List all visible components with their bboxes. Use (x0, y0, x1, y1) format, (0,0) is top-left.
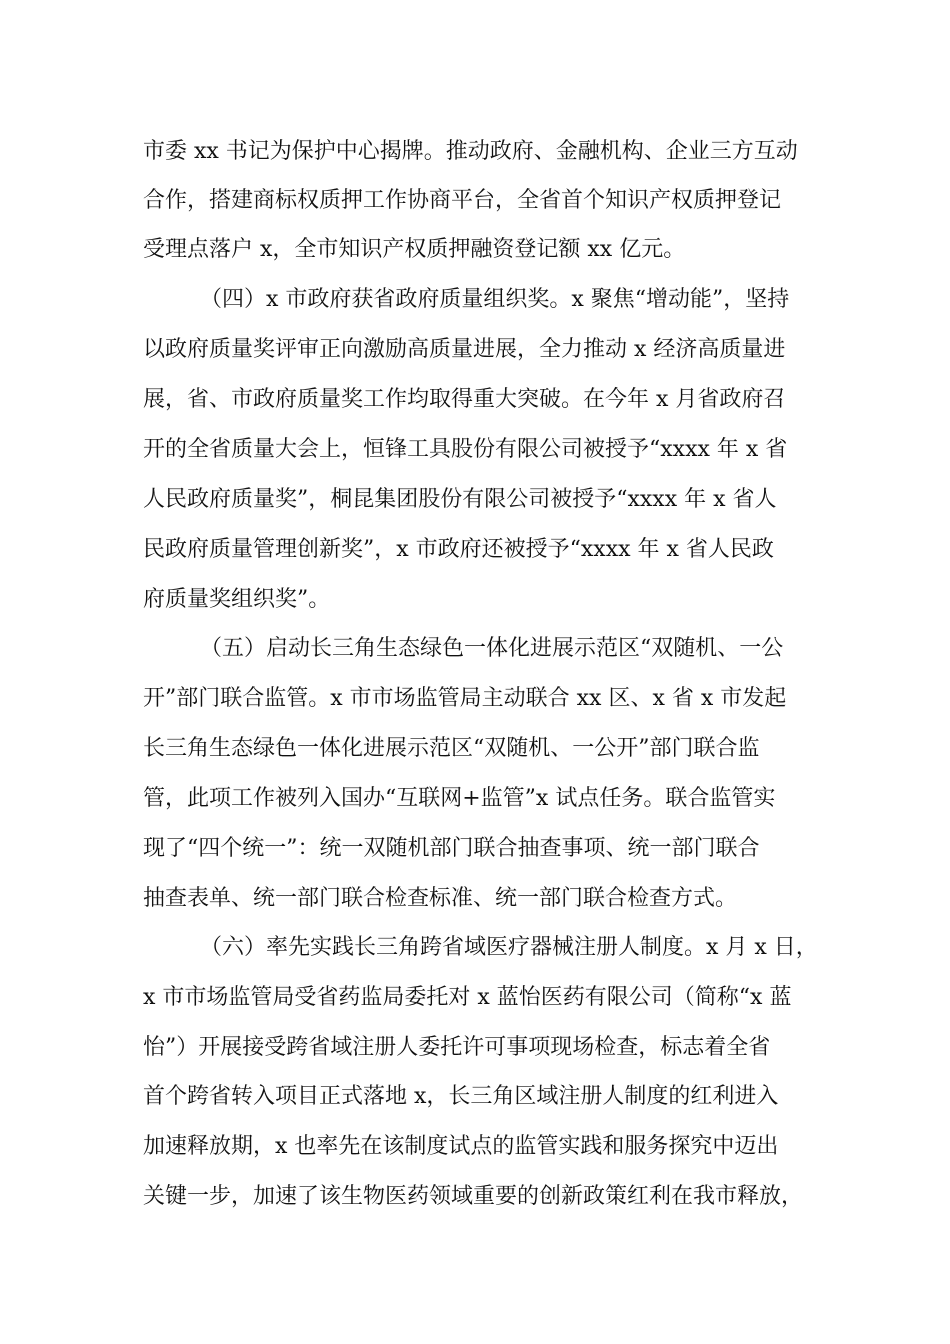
body-text-line: 市委 xx 书记为保护中心揭牌。推动政府、金融机构、企业三方互动 (143, 139, 798, 164)
body-text-line: 关键一步，加速了该生物医药领域重要的创新政策红利在我市释放， (143, 1184, 804, 1209)
body-text-line: 受理点落户 x，全市知识产权质押融资登记额 xx 亿元。 (143, 237, 686, 262)
body-text-line: 民政府质量管理创新奖”，x 市政府还被授予“xxxx 年 x 省人民政 (143, 537, 774, 562)
body-text-line: 首个跨省转入项目正式落地 x，长三角区域注册人制度的红利进入 (143, 1084, 779, 1109)
section-heading-line: （四）x 市政府获省政府质量组织奖。x 聚焦“增动能”，坚持 (200, 287, 790, 312)
body-text-line: 怡”）开展接受跨省域注册人委托许可事项现场检查，标志着全省 (143, 1035, 771, 1060)
body-text-line: 府质量奖组织奖”。 (143, 587, 331, 612)
body-text-line: x 市市场监管局受省药监局委托对 x 蓝怡医药有限公司（简称“x 蓝 (143, 985, 792, 1010)
body-text-line: 开”部门联合监管。x 市市场监管局主动联合 xx 区、x 省 x 市发起 (143, 686, 787, 711)
body-text-line: 长三角生态绿色一体化进展示范区“双随机、一公开”部门联合监 (143, 736, 760, 761)
body-text-line: 以政府质量奖评审正向激励高质量进展，全力推动 x 经济高质量进 (143, 337, 786, 362)
body-text-line: 人民政府质量奖”，桐昆集团股份有限公司被授予“xxxx 年 x 省人 (143, 487, 777, 512)
section-heading-line: （五）启动长三角生态绿色一体化进展示范区“双随机、一公 (200, 636, 784, 661)
body-text-line: 展，省、市政府质量奖工作均取得重大突破。在今年 x 月省政府召 (143, 387, 786, 412)
body-text-line: 开的全省质量大会上，恒锋工具股份有限公司被授予“xxxx 年 x 省 (143, 437, 788, 462)
body-text-line: 加速释放期，x 也率先在该制度试点的监管实践和服务探究中迈出 (143, 1134, 779, 1159)
section-heading-line: （六）率先实践长三角跨省域医疗器械注册人制度。x 月 x 日， (200, 935, 818, 960)
body-text-line: 管，此项工作被列入国办“互联网+监管”x 试点任务。联合监管实 (143, 786, 776, 811)
body-text-line: 合作，搭建商标权质押工作协商平台，全省首个知识产权质押登记 (143, 188, 782, 213)
body-text-line: 抽查表单、统一部门联合检查标准、统一部门联合检查方式。 (143, 886, 738, 911)
body-text-line: 现了“四个统一”：统一双随机部门联合抽查事项、统一部门联合 (143, 836, 760, 861)
